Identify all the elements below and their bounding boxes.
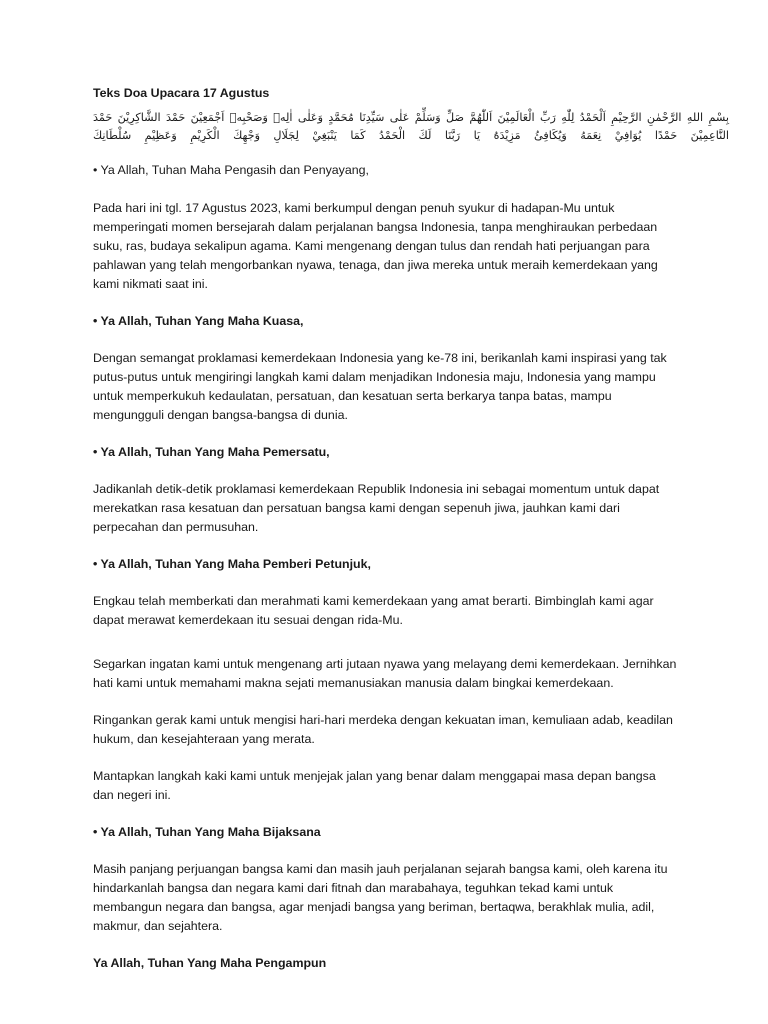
closing-heading: Ya Allah, Tuhan Yang Maha Pengampun — [93, 956, 327, 970]
section-heading-kuasa: • Ya Allah, Tuhan Yang Maha Kuasa, — [93, 314, 304, 328]
section-heading-petunjuk: • Ya Allah, Tuhan Yang Maha Pemberi Petunjuk, — [93, 557, 371, 571]
paragraph-pengasih-1: Pada hari ini tgl. 17 Agustus 2023, kami berkumpul dengan penuh syukur di hadapan-Mu untuk memperingati momen bersejarah dalam perjalanan bangsa Indonesia, tanpa menghiraukan perbedaan suku, ras, budaya sekalipun agama. Kami mengenang dengan tulus dan rendah hati perjuangan para pahlawan yang telah mengorbankan nyawa, tenaga, dan jiwa mereka untuk meraih kemerdekaan yang kami nikmati saat ini. — [93, 201, 658, 291]
section-heading-bijaksana: • Ya Allah, Tuhan Yang Maha Bijaksana — [93, 825, 321, 839]
arabic-opening-prayer: بِسْمِ اللهِ الرَّحْمٰنِ الرَّحِيْمِ اَلْحَمْدُ لِلّٰهِ رَبِّ الْعَالَمِيْنَ اَللّٰهُمَّ صَلِّ وَسَلِّمْ عَلٰى سَيِّدِنَا مُحَمَّدٍ وَعَلٰى اٰلِهٖ وَصَحْبِهٖ اَجْمَعِيْنَ حَمْدَ الشَّاكِرِيْنَ حَمْدَ النَّاعِمِيْنَ حَمْدًا يُوَافِيْ نِعَمَهُ وَيُكَافِئُ مَزِيْدَهُ يَا رَبَّنَا لَكَ الْحَمْدُ كَمَا يَنْبَغِيْ لِجَلَالِ وَجْهِكَ الْكَرِيْمِ وَعَظِيْمِ سُلْطَانِكَ — [93, 111, 729, 142]
section-heading-pengasih: • Ya Allah, Tuhan Maha Pengasih dan Penyayang, — [93, 163, 369, 177]
document-title: Teks Doa Upacara 17 Agustus — [93, 86, 270, 100]
paragraph-petunjuk-4: Mantapkan langkah kaki kami untuk menjejak jalan yang benar dalam menggapai masa depan bangsa dan negeri ini. — [93, 769, 656, 802]
document-body — [93, 84, 729, 973]
paragraph-petunjuk-3: Ringankan gerak kami untuk mengisi hari-hari merdeka dengan kekuatan iman, kemuliaan adab, keadilan hukum, dan kesejahteraan yang merata. — [93, 713, 673, 746]
paragraph-petunjuk-2: Segarkan ingatan kami untuk mengenang arti jutaan nyawa yang melayang demi kemerdekaan. Jernihkan hati kami untuk memahami makna sejati memanusiakan manusia dalam bingkai kemerdekaan. — [93, 657, 677, 690]
paragraph-bijaksana-1: Masih panjang perjuangan bangsa kami dan masih jauh perjalanan sejarah bangsa kami, oleh karena itu hindarkanlah bangsa dan negara kami dari fitnah dan marabahaya, teguhkan tekad kami untuk membangun negara dan bangsa, agar menjadi bangsa yang beriman, bertaqwa, berakhlak mulia, adil, makmur, dan sejahtera. — [93, 862, 668, 933]
paragraph-petunjuk-1: Engkau telah memberkati dan merahmati kami kemerdekaan yang amat berarti. Bimbinglah kami agar dapat merawat kemerdekaan itu sesuai dengan rida-Mu. — [93, 594, 654, 627]
section-heading-pemersatu: • Ya Allah, Tuhan Yang Maha Pemersatu, — [93, 445, 330, 459]
paragraph-kuasa-1: Dengan semangat proklamasi kemerdekaan Indonesia yang ke-78 ini, berikanlah kami inspirasi yang tak putus-putus untuk mengiringi langkah kami dalam menjadikan Indonesia maju, Indonesia yang mampu untuk memperkukuh kedaulatan, persatuan, dan kesatuan serta berkarya tanpa batas, mampu mengungguli dengan bangsa-bangsa di dunia. — [93, 351, 667, 422]
paragraph-pemersatu-1: Jadikanlah detik-detik proklamasi kemerdekaan Republik Indonesia ini sebagai momentum untuk dapat merekatkan rasa kesatuan dan persatuan bangsa kami dengan sepenuh jiwa, jauhkan kami dari perpecahan dan permusuhan. — [93, 482, 660, 534]
